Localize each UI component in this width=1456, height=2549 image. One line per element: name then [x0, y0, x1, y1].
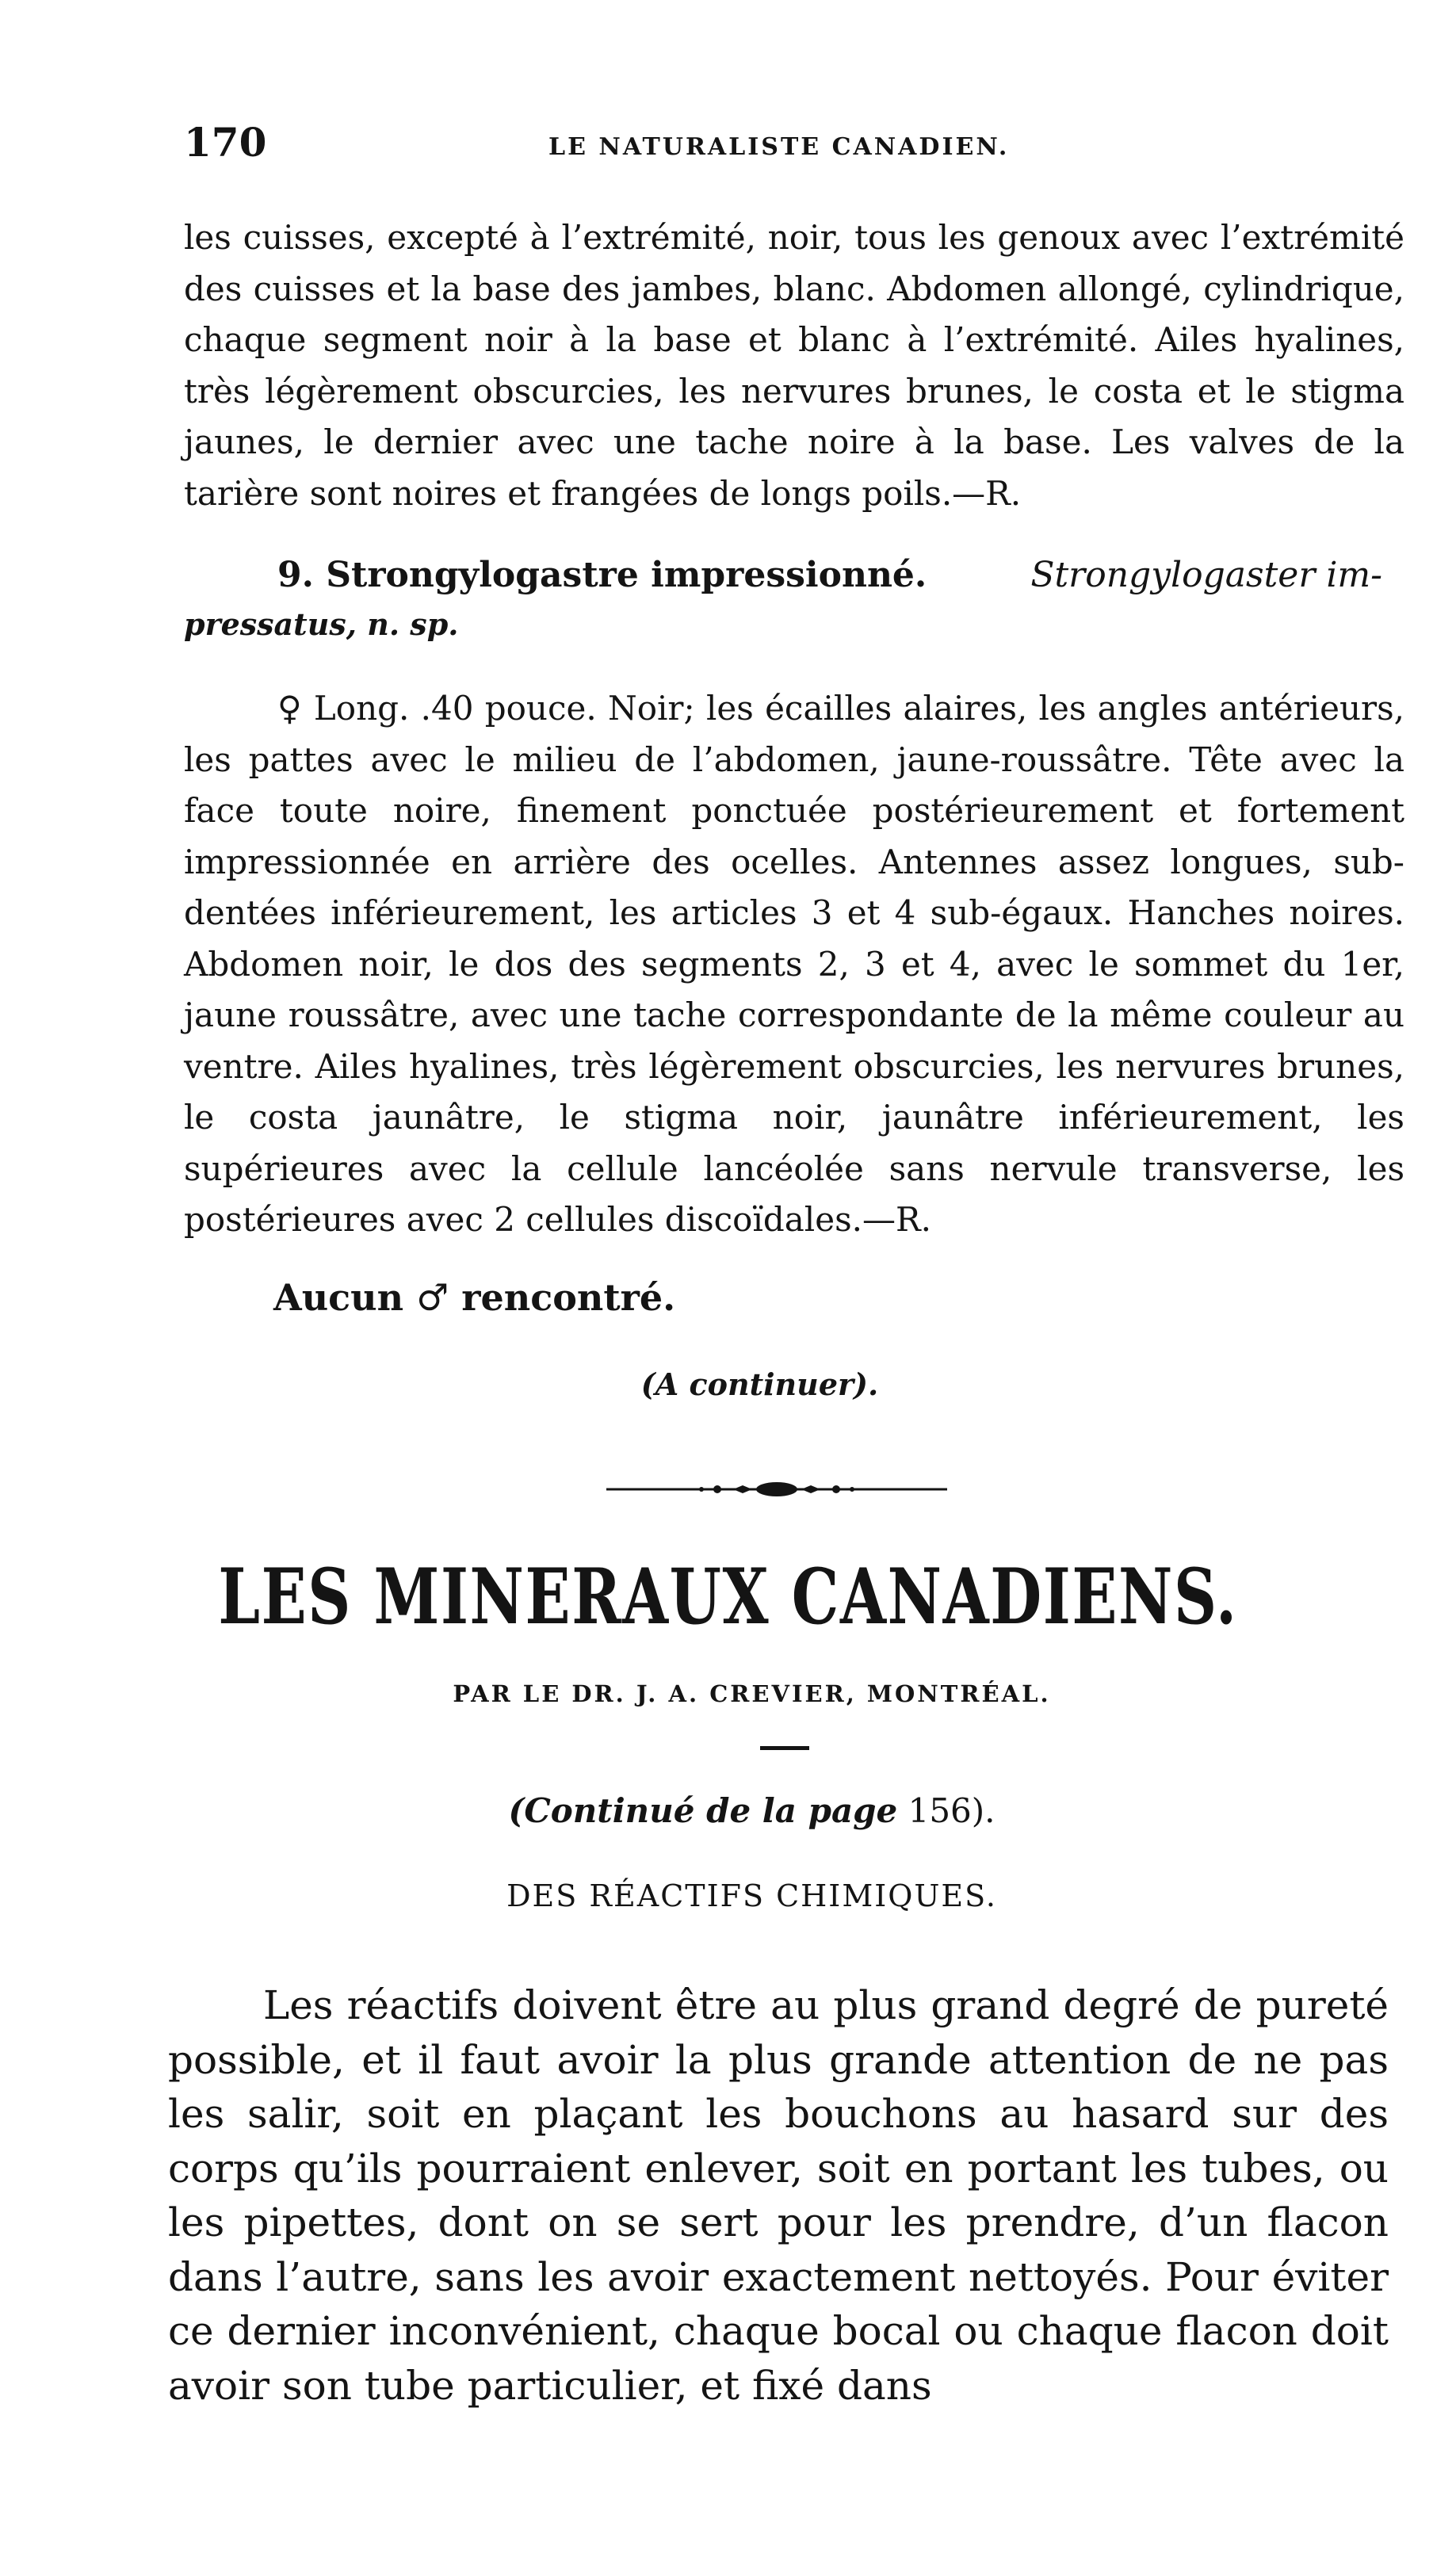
page-number: 170	[184, 119, 267, 166]
article-title: LES MINERAUX CANADIENS.	[218, 1552, 1238, 1641]
ornament-divider	[606, 1477, 947, 1501]
short-rule	[760, 1746, 809, 1750]
running-head	[184, 119, 1357, 174]
article-paragraph: Les réactifs doivent être au plus grand degré de pureté possible, et il faut avoir la plus grande attention de ne pas les salir, soit en plaçant les bouchons au hasard sur des corps qu’ils pourraient enlever, soit en portant les tubes, ou les pipettes, dont on se sert pour les prendre, d’un flacon dans l’autre, sans les avoir exactement nettoyés. Pour éviter ce dernier inconvénient, chaque bocal ou chaque flacon doit avoir son tube particulier, et fixé dans	[168, 1982, 1389, 2409]
continued-from	[0, 1791, 1456, 1830]
running-title: LE NATURALISTE CANADIEN.	[548, 133, 1010, 161]
to-be-continued: (A continuer).	[640, 1366, 879, 1402]
species-heading	[184, 551, 1404, 649]
scientific-name-part1: Strongylogaster im-	[1030, 555, 1382, 595]
paragraph-continued: les cuisses, excepté à l’extrémité, noir, tous les genoux avec l’extrémité des cuisses et la base des jambes, blanc. Abdomen allongé, cylindrique, chaque segment noir à la base et blanc à l’extrémité. Ailes hyalines, très légèrement obscurcies, les nervures brunes, le costa et le stigma jaunes, le dernier avec une tache noire à la base. Les valves de la tarière sont noires et frangées de longs poils.—R.	[184, 218, 1404, 513]
no-male-note: Aucun ♂ rencontré.	[273, 1276, 676, 1319]
continued-from-text: (Continué de la page	[508, 1791, 898, 1830]
continued-from-end: ).	[971, 1791, 996, 1830]
scientific-name-part2: pressatus, n. sp.	[184, 606, 459, 642]
section-heading: DES RÉACTIFS CHIMIQUES.	[506, 1878, 997, 1913]
species-number-title: 9. Strongylogastre impressionné.	[277, 555, 927, 595]
continued-from-page: 156	[908, 1791, 972, 1830]
species-description: ♀ Long. .40 pouce. Noir; les écailles alaires, les angles antérieurs, les pattes avec le milieu de l’abdomen, jaune-roussâtre. Tête avec la face toute noire, finement ponctuée postérieurement et fortement impressionnée en arrière des ocelles. Antennes assez longues, sub-dentées inférieurement, les articles 3 et 4 sub-égaux. Hanches noires. Abdomen noir, le dos des segments 2, 3 et 4, avec le sommet du 1er, jaune roussâtre, avec une tache correspondante de la même couleur au ventre. Ailes hyalines, très légèrement obscurcies, les nervures brunes, le costa jaunâtre, le stigma noir, jaunâtre inférieurement, les supérieures avec la cellule lancéolée sans nervule transverse, les postérieures avec 2 cellules discoïdales.—R.	[184, 689, 1404, 1239]
article-byline: PAR LE DR. J. A. CREVIER, MONTRÉAL.	[453, 1680, 1051, 1707]
